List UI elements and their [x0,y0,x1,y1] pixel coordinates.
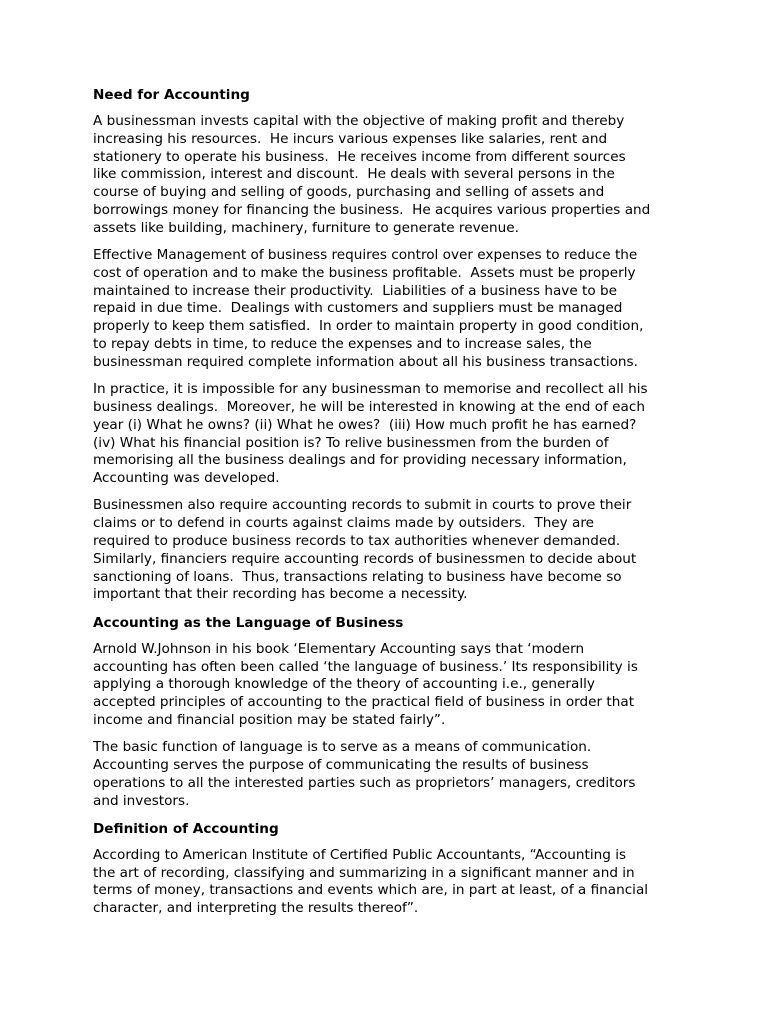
text-line: and investors. [93,792,190,809]
text-line: memorising all the business dealings and for providing necessary information, [93,452,627,469]
text-line: Effective Management of business requires control over expenses to reduce the [93,247,638,264]
text-line: repaid in due time. Dealings with customers and suppliers must be managed [93,300,623,317]
text-line: required to produce business records to tax authorities whenever demanded. [93,533,621,550]
text-line: Businessmen also require accounting records to submit in courts to prove their [93,497,632,514]
text-line: (iv) What his financial position is? To relive businessmen from the burden of [93,434,609,451]
text-line: accepted principles of accounting to the practical field of business in order that [93,694,635,711]
text-line: to repay debts in time, to reduce the expenses and to increase sales, the [93,336,592,353]
text-line: Similarly, financiers require accounting records of businessmen to decide about [93,550,637,567]
text-line: businessman required complete information about all his business transactions. [93,353,638,370]
text-line: borrowings money for financing the business. He acquires various properties and [93,201,651,218]
text-line: applying a thorough knowledge of the theory of accounting i.e., generally [93,676,595,693]
text-line: stationery to operate his business. He receives income from different sources [93,148,626,165]
paragraph [93,739,683,810]
text-line: The basic function of language is to serve as a means of communication. [93,739,592,756]
text-line: income and financial position may be stated fairly”. [93,711,446,728]
text-line: Accounting was developed. [93,470,280,487]
text-line: year (i) What he owns? (ii) What he owes? (iii) How much profit he has earned? [93,416,637,433]
section-heading-need-for-accounting: Need for Accounting [93,87,250,103]
text-line: maintained to increase their productivity. Liabilities of a business have to be [93,282,617,299]
text-line: increasing his resources. He incurs various expenses like salaries, rent and [93,130,608,147]
section-heading-language-of-business: Accounting as the Language of Business [93,614,404,631]
text-line: In practice, it is impossible for any businessman to memorise and recollect all his [93,381,648,398]
text-line: course of buying and selling of goods, purchasing and selling of assets and [93,184,605,201]
paragraph [93,381,683,488]
paragraph [93,497,683,604]
text-line: Accounting serves the purpose of communicating the results of business [93,757,589,773]
section-heading-definition-of-accounting: Definition of Accounting [93,820,279,837]
text-line: sanctioning of loans. Thus, transactions relating to business have become so [93,568,622,585]
text-line: like commission, interest and discount. He deals with several persons in the [93,166,615,183]
text-line: terms of money, transactions and events which are, in part at least, of a financial [93,882,649,899]
text-line: properly to keep them satisfied. In order to maintain property in good condition, [93,318,644,335]
text-line: business dealings. Moreover, he will be interested in knowing at the end of each [93,398,645,415]
paragraph [93,641,683,730]
paragraph [93,113,683,238]
text-line: claims or to defend in courts against claims made by outsiders. They are [93,515,595,532]
text-line: A businessman invests capital with the objective of making profit and thereby [93,113,625,129]
paragraph [93,847,683,918]
text-line: Arnold W.Johnson in his book ‘Elementary Accounting says that ‘modern [93,640,585,657]
text-line: character, and interpreting the results thereof”. [93,900,419,917]
paragraph [93,247,683,372]
text-line: accounting has often been called ‘the language of business.’ Its responsibility is [93,658,638,675]
document-page [93,86,683,928]
text-line: assets like building, machinery, furniture to generate revenue. [93,219,519,236]
text-line: the art of recording, classifying and summarizing in a significant manner and in [93,864,635,881]
text-line: important that their recording has become a necessity. [93,586,468,603]
text-line: cost of operation and to make the business profitable. Assets must be properly [93,264,636,281]
text-line: According to American Institute of Certified Public Accountants, “Accounting is [93,846,627,863]
text-line: operations to all the interested parties such as proprietors’ managers, creditors [93,774,636,791]
